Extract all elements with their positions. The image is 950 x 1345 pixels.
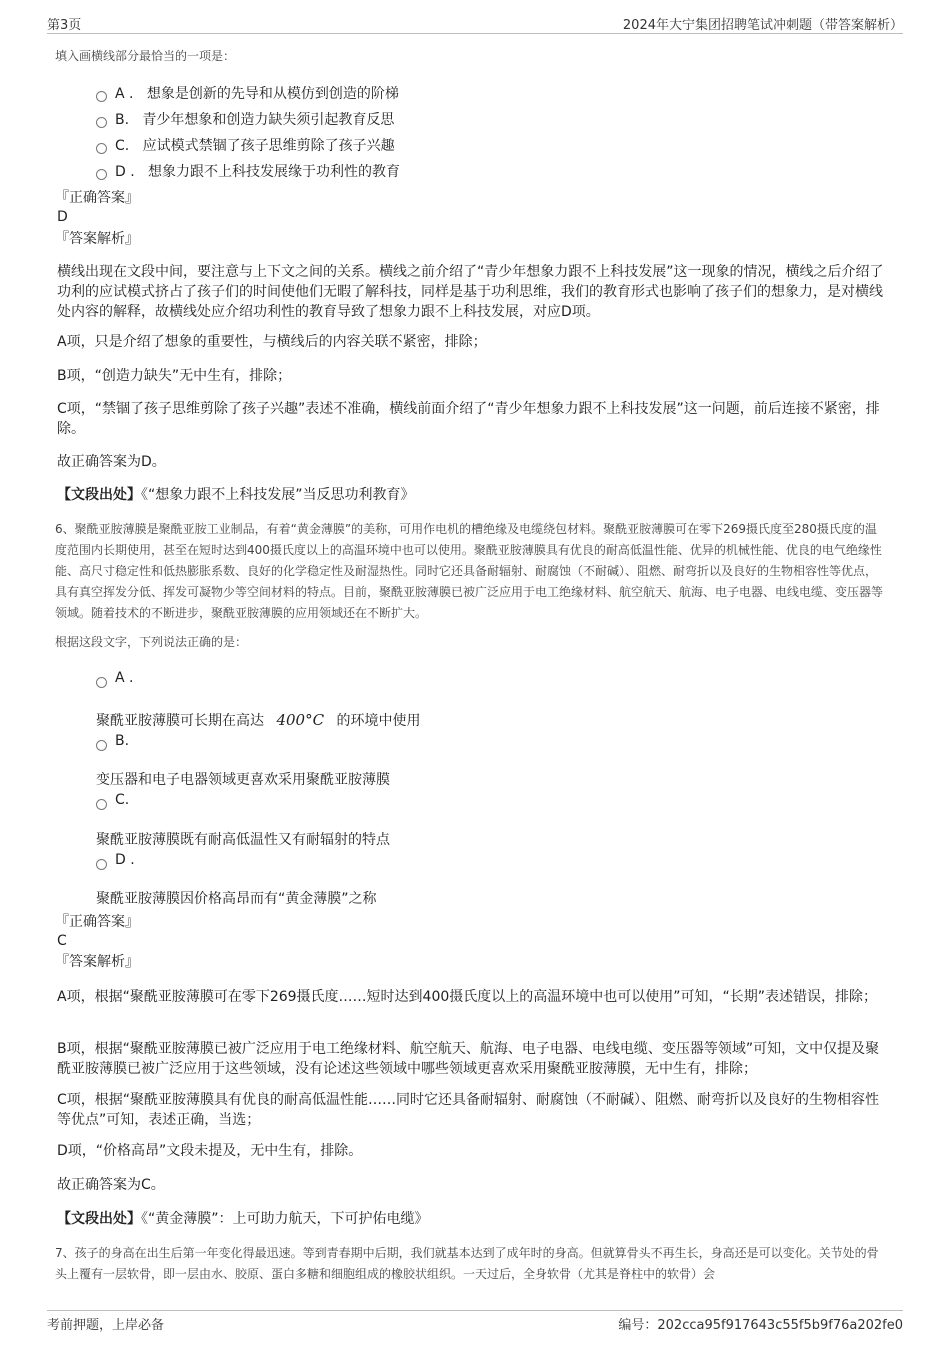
option-text: 青少年想象和创造力缺失须引起教育反思 <box>142 112 395 128</box>
q5-option-a[interactable] <box>115 83 399 103</box>
q5-option-b-radio[interactable] <box>96 117 107 128</box>
q6-analysis-paragraph: 故正确答案为C。 <box>57 1177 165 1193</box>
q6-analysis-label: 『答案解析』 <box>55 954 139 970</box>
q5-option-d-radio[interactable] <box>96 169 107 180</box>
q5-answer: D <box>57 209 68 225</box>
source-title: 《“黄金薄膜”：上可助力航天，下可护佑电缆》 <box>141 1211 429 1227</box>
temperature-formula: 400°C <box>276 711 325 729</box>
q5-analysis-paragraph: B项，“创造力缺失”无中生有，排除； <box>57 368 292 384</box>
q5-analysis-paragraph: A项，只是介绍了想象的重要性，与横线后的内容关联不紧密，排除； <box>57 334 487 350</box>
q6-option-d-letter[interactable]: D . <box>115 852 135 868</box>
source-label: 【文段出处】 <box>57 1211 141 1227</box>
q6-option-b-text: 变压器和电子电器领域更喜欢采用聚酰亚胺薄膜 <box>96 772 390 788</box>
q6-option-a-letter[interactable]: A . <box>115 670 134 686</box>
q5-option-d[interactable] <box>115 161 400 181</box>
code-label: 编号： <box>618 1318 658 1333</box>
option-text: 应试模式禁锢了孩子思维剪除了孩子兴趣 <box>142 138 395 154</box>
option-letter: C. <box>115 138 130 154</box>
q6-analysis-paragraph: C项，根据“聚酰亚胺薄膜具有优良的耐高低温性能……同时它还具备耐辐射、耐腐蚀（不耐碱）、阻燃、耐弯折以及良好的生物相容性等优点”可知，表述正确，当选； <box>57 1092 880 1128</box>
q6-option-a-text <box>96 710 421 730</box>
q5-option-b[interactable] <box>115 109 394 129</box>
q6-stem: 根据这段文字，下列说法正确的是： <box>55 635 248 649</box>
q6-option-c-letter[interactable]: C. <box>115 792 130 808</box>
q6-answer: C <box>57 933 67 949</box>
q5-analysis-paragraph: 故正确答案为D。 <box>57 454 166 470</box>
q6-passage: 6、聚酰亚胺薄膜是聚酰亚胺工业制品，有着“黄金薄膜”的美称，可用作电机的槽绝缘及电缆绕包材料。聚酰亚胺薄膜可在零下269摄氏度至280摄氏度的温度范围内长期使用，甚至在短时达到400摄氏度以上的高温环境中也可以使用。聚酰亚胺薄膜具有优良的耐高低温性能、优异的机械性能、优良的电气绝缘性能、高尺寸稳定性和低热膨胀系数、良好的化学稳定性及耐湿热性。同时它还具备耐辐射、耐腐蚀（不耐碱）、阻燃、耐弯折以及良好的生物相容性等优点，具有真空挥发分低、挥发可凝物少等空间材料的特点。目前，聚酰亚胺薄膜已被广泛应用于电工绝缘材料、航空航天、航海、电子电器、电线电缆、变压器等领域。随着技术的不断进步，聚酰亚胺薄膜的应用领域还在不断扩大。 <box>55 522 884 620</box>
footer-divider <box>47 1310 903 1311</box>
q6-answer-label: 『正确答案』 <box>55 914 139 930</box>
document-title: 2024年大宁集团招聘笔试冲刺题（带答案解析） <box>622 18 903 33</box>
q6-option-c-radio[interactable] <box>96 799 107 810</box>
source-title: 《“想象力跟不上科技发展”当反思功利教育》 <box>141 487 415 503</box>
header-divider <box>47 33 903 34</box>
q5-analysis-paragraph: C项，“禁锢了孩子思维剪除了孩子兴趣”表述不准确，横线前面介绍了“青少年想象力跟不上科技发展”这一问题，前后连接不紧密，排除。 <box>57 401 880 437</box>
q5-stem: 填入画横线部分最恰当的一项是： <box>55 49 236 63</box>
q5-option-c[interactable] <box>115 135 395 155</box>
option-text: 聚酰亚胺薄膜可长期在高达 <box>96 713 264 729</box>
code-value: 202cca95f917643c55f5b9f76a202fe0 <box>657 1318 903 1333</box>
q6-analysis-paragraph: B项，根据“聚酰亚胺薄膜已被广泛应用于电工绝缘材料、航空航天、航海、电子电器、电线电缆、变压器等领域”可知，文中仅提及聚酰亚胺薄膜已被广泛应用于这些领域，没有论述这些领域中哪些领域更喜欢采用聚酰亚胺薄膜，无中生有，排除； <box>57 1041 880 1077</box>
q5-option-a-radio[interactable] <box>96 91 107 102</box>
option-text: 的环境中使用 <box>336 713 421 729</box>
q6-option-c-text: 聚酰亚胺薄膜既有耐高低温性又有耐辐射的特点 <box>96 832 390 848</box>
q6-option-d-radio[interactable] <box>96 859 107 870</box>
q6-option-b-radio[interactable] <box>96 740 107 751</box>
option-text: 想象力跟不上科技发展缘于功利性的教育 <box>148 164 401 180</box>
page-number: 第3页 <box>47 18 82 33</box>
footer-slogan: 考前押题，上岸必备 <box>47 1318 165 1333</box>
document-code <box>618 1314 903 1333</box>
q5-analysis-paragraph: 横线出现在文段中间，要注意与上下文之间的关系。横线之前介绍了“青少年想象力跟不上科技发展”这一现象的情况，横线之后介绍了功利的应试模式挤占了孩子们的时间使他们无暇了解科技，同样是基于功利思维，我们的教育形式也影响了孩子们的想象力，是对横线处内容的解释，故横线处应介绍功利性的教育导致了想象力跟不上科技发展，对应D项。 <box>57 264 884 320</box>
q6-analysis-paragraph: D项，“价格高昂”文段未提及，无中生有，排除。 <box>57 1143 363 1159</box>
q6-option-d-text: 聚酰亚胺薄膜因价格高昂而有“黄金薄膜”之称 <box>96 891 377 907</box>
option-letter: B. <box>115 112 130 128</box>
q5-source <box>57 485 415 505</box>
option-letter: D . <box>115 164 135 180</box>
q5-option-c-radio[interactable] <box>96 143 107 154</box>
source-label: 【文段出处】 <box>57 487 141 503</box>
option-letter: A . <box>115 86 134 102</box>
q5-analysis-label: 『答案解析』 <box>55 231 139 247</box>
q6-option-a-radio[interactable] <box>96 677 107 688</box>
q5-answer-label: 『正确答案』 <box>55 190 139 206</box>
option-text: 想象是创新的先导和从模仿到创造的阶梯 <box>146 86 399 102</box>
q6-analysis-paragraph: A项，根据“聚酰亚胺薄膜可在零下269摄氏度……短时达到400摄氏度以上的高温环境中也可以使用”可知，“长期”表述错误，排除； <box>57 989 878 1005</box>
q6-source <box>57 1209 429 1229</box>
q6-option-b-letter[interactable]: B. <box>115 733 130 749</box>
q7-passage: 7、孩子的身高在出生后第一年变化得最迅速。等到青春期中后期，我们就基本达到了成年时的身高。但就算骨头不再生长，身高还是可以变化。关节处的骨头上覆有一层软骨，即一层由水、胶原、蛋白多糖和细胞组成的橡胶状组织。一天过后，全身软骨（尤其是脊柱中的软骨）会 <box>55 1246 879 1281</box>
